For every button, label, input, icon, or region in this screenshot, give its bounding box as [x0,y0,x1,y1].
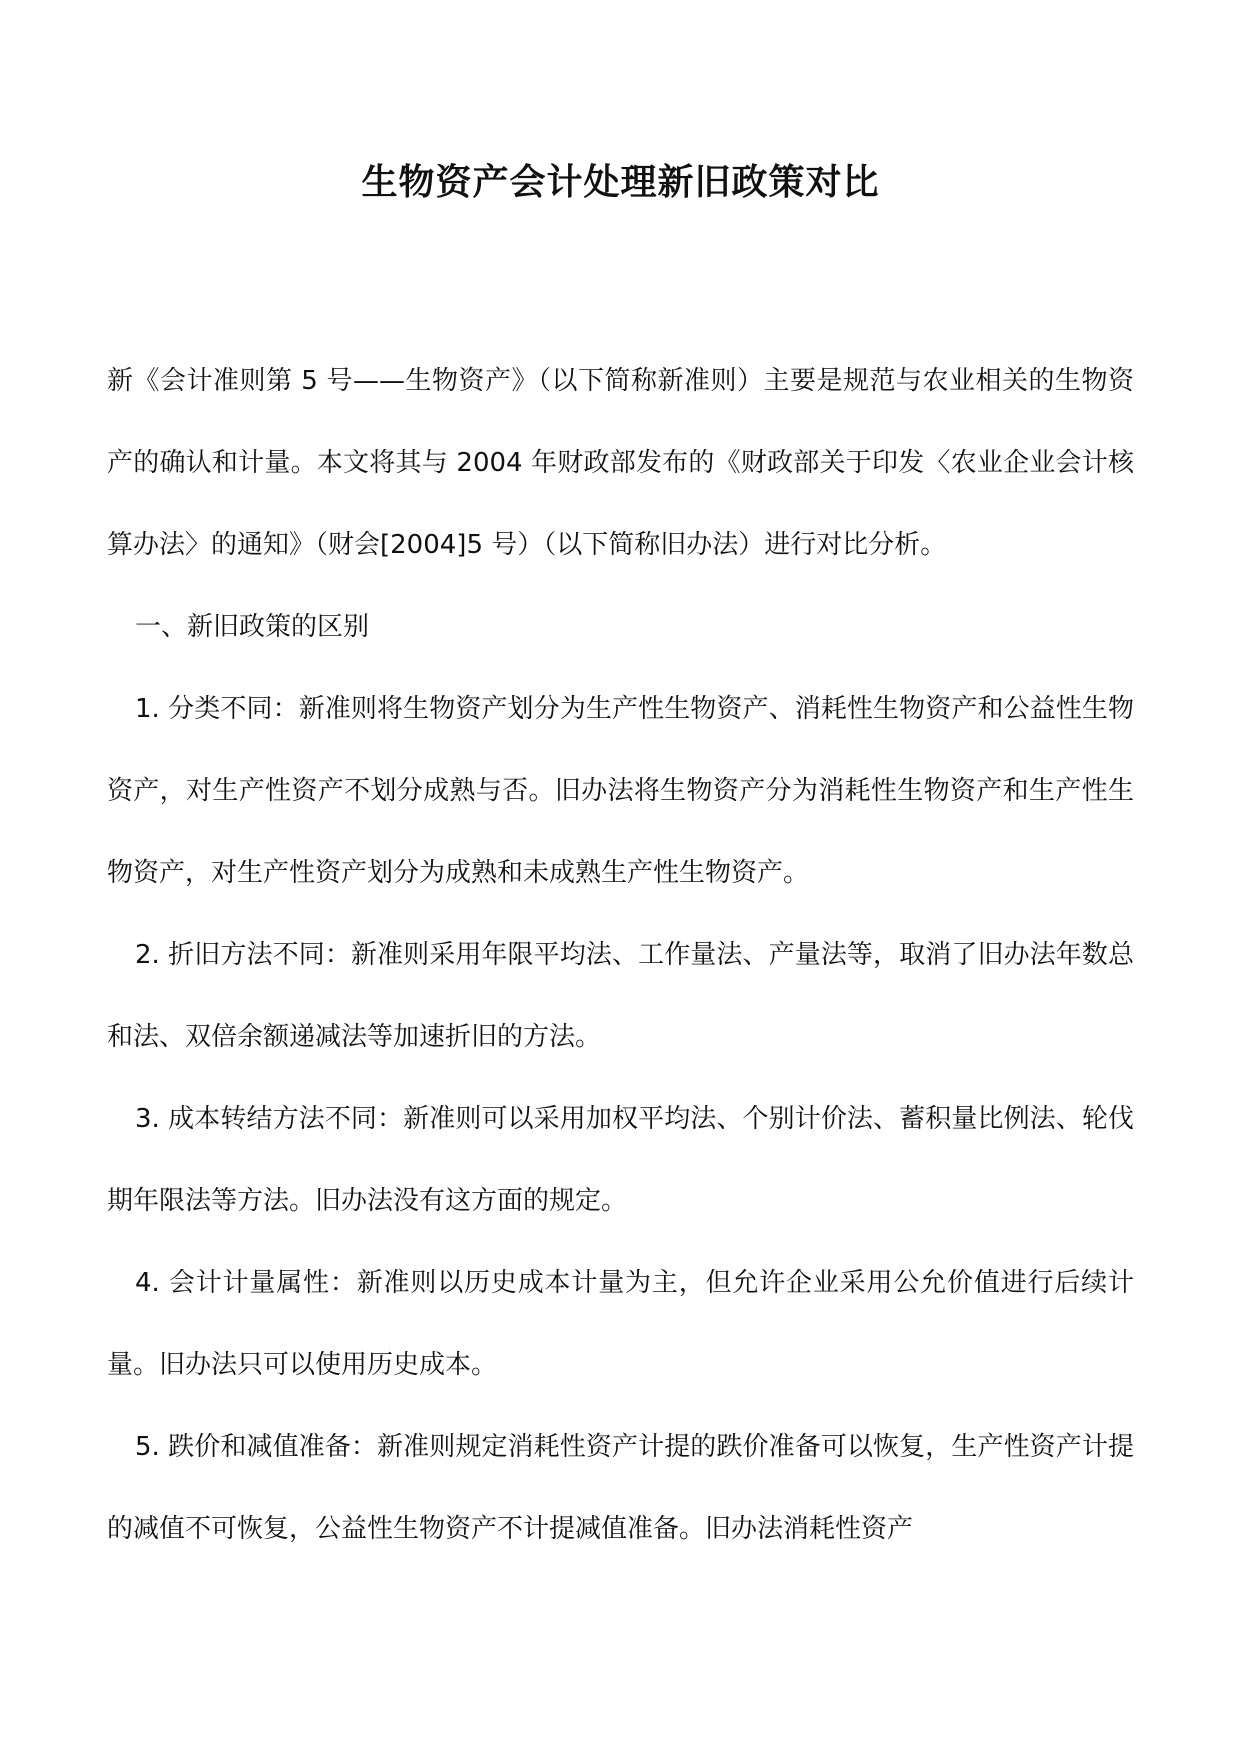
list-item-3: 3. 成本转结方法不同：新准则可以采用加权平均法、个别计价法、蓄积量比例法、轮伐期年限法等方法。旧办法没有这方面的规定。 [107,1104,1134,1216]
intro-paragraph: 新《会计准则第 5 号——生物资产》（以下简称新准则）主要是规范与农业相关的生物资产的确认和计量。本文将其与 2004 年财政部发布的《财政部关于印发〈农业企业会计核算办法〉的通知》（财会[2004]5 号）（以下简称旧办法）进行对比分析。 [107,366,1134,560]
section-heading: 一、新旧政策的区别 [135,612,370,642]
list-item-4: 4. 会计计量属性：新准则以历史成本计量为主，但允许企业采用公允价值进行后续计量。旧办法只可以使用历史成本。 [107,1268,1134,1380]
list-item-2: 2. 折旧方法不同：新准则采用年限平均法、工作量法、产量法等，取消了旧办法年数总和法、双倍余额递减法等加速折旧的方法。 [107,940,1134,1052]
document-title: 生物资产会计处理新旧政策对比 [361,161,880,203]
list-item-5: 5. 跌价和减值准备：新准则规定消耗性资产计提的跌价准备可以恢复，生产性资产计提的减值不可恢复，公益性生物资产不计提减值准备。旧办法消耗性资产 [107,1432,1134,1544]
document-body [107,340,1134,1570]
list-item-1: 1. 分类不同：新准则将生物资产划分为生产性生物资产、消耗性生物资产和公益性生物资产，对生产性资产不划分成熟与否。旧办法将生物资产分为消耗性生物资产和生产性生物资产，对生产性资产划分为成熟和未成熟生产性生物资产。 [107,694,1134,888]
